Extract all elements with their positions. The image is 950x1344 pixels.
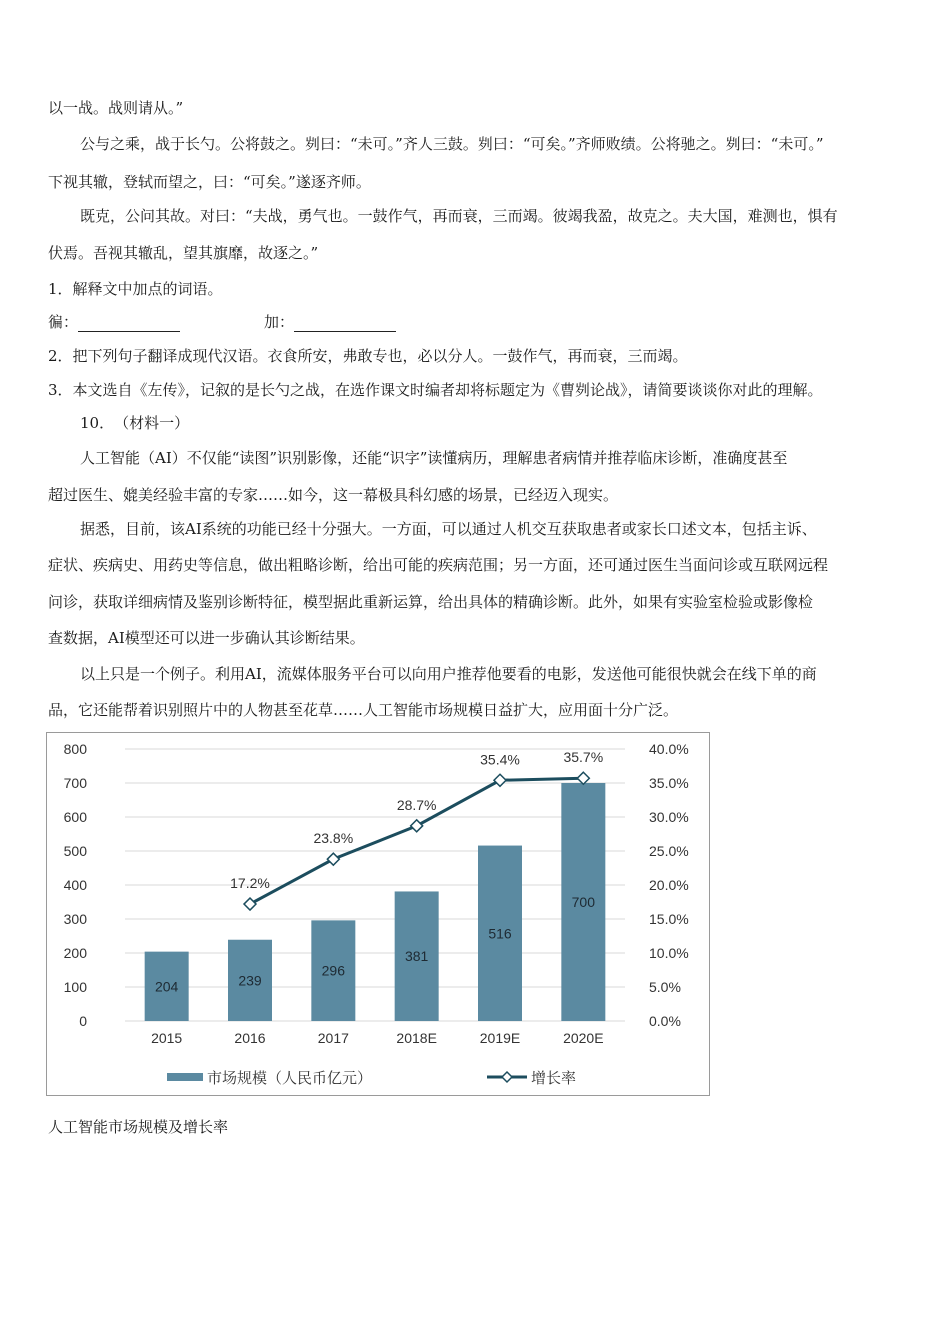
growth-rate-point	[577, 772, 589, 784]
left-axis-tick: 700	[63, 775, 87, 791]
bar-value-label: 204	[154, 978, 179, 995]
answer-blank-bian[interactable]	[78, 315, 180, 332]
right-axis-tick: 5.0%	[649, 979, 681, 995]
bar-value-label: 239	[238, 972, 262, 989]
x-axis-tick: 2016	[234, 1030, 266, 1046]
answer-label-jia: 加：	[264, 313, 295, 331]
growth-rate-point	[494, 774, 506, 786]
answer-row	[264, 312, 396, 332]
left-axis-tick: 0	[79, 1013, 87, 1029]
chart-caption: 人工智能市场规模及增长率	[48, 1118, 229, 1136]
text-line: 症状、疾病史、用药史等信息，做出粗略诊断，给出可能的疾病范围；另一方面，还可通过医生当面问诊或互联网远程	[48, 556, 829, 574]
text-line: 以上只是一个例子。利用AI，流媒体服务平台可以向用户推荐他要看的电影，发送他可能很快就会在线下单的商	[80, 665, 817, 683]
left-axis-tick: 400	[63, 877, 87, 893]
x-axis-tick: 2017	[317, 1030, 349, 1046]
text-line: 查数据，AI模型还可以进一步确认其诊断结果。	[48, 629, 365, 647]
legend-line-marker	[502, 1072, 512, 1082]
growth-rate-point	[411, 820, 423, 832]
question-10: 10． （材料一）	[80, 414, 190, 432]
answer-blank-jia[interactable]	[294, 315, 396, 332]
question-2: 2．把下列句子翻译成现代汉语。衣食所安，弗敢专也，必以分人。一鼓作气，再而衰，三而竭。	[48, 347, 688, 365]
text-line: 下视其辙，登轼而望之，曰：“可矣。”遂逐齐师。	[48, 173, 371, 191]
text-line: 以一战。战则请从。”	[48, 99, 184, 117]
right-axis-tick: 15.0%	[649, 911, 689, 927]
x-axis-tick: 2020E	[563, 1030, 604, 1046]
growth-rate-label: 17.2%	[230, 875, 270, 892]
right-axis-tick: 10.0%	[649, 945, 689, 961]
right-axis-tick: 30.0%	[649, 809, 689, 825]
question-3: 3．本文选自《左传》，记叙的是长勺之战，在选作课文时编者却将标题定为《曹刿论战》，请简要谈谈你对此的理解。	[48, 381, 823, 399]
growth-rate-label: 35.7%	[563, 749, 604, 766]
left-axis-tick: 100	[63, 979, 87, 995]
chart-canvas	[47, 733, 709, 1095]
growth-rate-label: 28.7%	[396, 796, 437, 813]
question-1: 1．解释文中加点的词语。	[48, 280, 223, 298]
answer-row	[48, 312, 180, 332]
bar-value-label: 296	[321, 962, 346, 979]
answer-label-bian: 徧：	[48, 313, 79, 331]
legend-bar-label: 市场规模（人民币亿元）	[207, 1070, 373, 1087]
text-line: 品，它还能帮着识别照片中的人物甚至花草……人工智能市场规模日益扩大，应用面十分广泛。	[48, 701, 679, 719]
text-line: 公与之乘，战于长勺。公将鼓之。刿曰：“未可。”齐人三鼓。刿曰：“可矣。”齐师败绩。公将驰之。刿曰：“未可。”	[80, 135, 824, 153]
growth-rate-label: 23.8%	[313, 830, 354, 847]
x-axis-tick: 2019E	[479, 1030, 521, 1046]
left-axis-tick: 500	[63, 843, 87, 859]
right-axis-tick: 0.0%	[649, 1013, 681, 1029]
left-axis-tick: 600	[63, 809, 87, 825]
ai-market-chart	[46, 732, 710, 1096]
text-line: 问诊，获取详细病情及鉴别诊断特征，模型据此重新运算，给出具体的精确诊断。此外，如果有实验室检验或影像检	[48, 593, 814, 611]
bar-value-label: 516	[488, 925, 512, 942]
legend-line-label: 增长率	[531, 1070, 577, 1087]
text-line: 伏焉。吾视其辙乱，望其旗靡，故逐之。”	[48, 244, 319, 262]
text-line: 人工智能（AI）不仅能“读图”识别影像，还能“识字”读懂病历，理解患者病情并推荐临床诊断，准确度甚至	[80, 449, 788, 467]
x-axis-tick: 2015	[151, 1030, 183, 1046]
legend-bar-swatch	[167, 1073, 203, 1081]
right-axis-tick: 35.0%	[649, 775, 689, 791]
left-axis-tick: 800	[63, 741, 87, 757]
growth-rate-point	[244, 898, 256, 910]
bar-value-label: 700	[571, 894, 596, 910]
text-line: 超过医生、媲美经验丰富的专家……如今，这一幕极具科幻感的场景，已经迈入现实。	[48, 486, 619, 504]
right-axis-tick: 40.0%	[649, 741, 689, 757]
bar-value-label: 381	[404, 948, 429, 965]
x-axis-tick: 2018E	[396, 1030, 437, 1046]
text-line: 既克，公问其故。对曰：“夫战，勇气也。一鼓作气，再而衰，三而竭。彼竭我盈，故克之。夫大国，难测也，惧有	[80, 207, 838, 225]
right-axis-tick: 20.0%	[649, 877, 689, 893]
growth-rate-label: 35.4%	[480, 751, 520, 768]
text-line: 据悉，目前，该AI系统的功能已经十分强大。一方面，可以通过人机交互获取患者或家长口述文本，包括主诉、	[80, 520, 817, 538]
right-axis-tick: 25.0%	[649, 843, 689, 859]
left-axis-tick: 200	[63, 945, 87, 961]
left-axis-tick: 300	[63, 911, 87, 927]
growth-rate-point	[327, 853, 339, 865]
